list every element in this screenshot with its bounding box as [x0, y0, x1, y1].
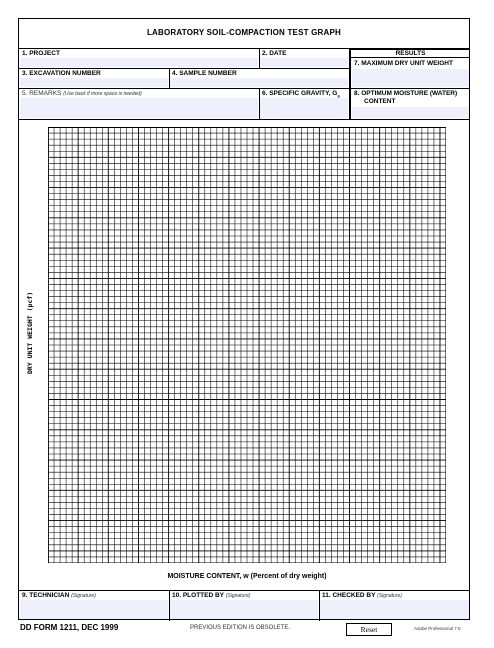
y-axis-label: DRY UNIT WEIGHT (pcf) — [26, 291, 34, 375]
checked-by-label — [322, 592, 402, 600]
remarks-label-text: 5. REMARKS — [22, 90, 62, 97]
plotted-by-label-text: 10. PLOTTED BY — [172, 592, 224, 599]
technician-label-text: 9. TECHNICIAN — [22, 592, 70, 599]
reset-button[interactable]: Reset — [346, 623, 392, 636]
technician-signature-hint: (Signature) — [71, 593, 96, 599]
checked-by-signature-hint: (Signature) — [377, 593, 402, 599]
plotted-by-label — [172, 592, 250, 600]
divider — [19, 88, 470, 89]
specific-gravity-field[interactable] — [260, 98, 348, 118]
date-field[interactable] — [260, 58, 348, 67]
optimum-moisture-field[interactable] — [352, 107, 469, 118]
sample-number-label: 4. SAMPLE NUMBER — [172, 70, 237, 77]
technician-signature-field[interactable] — [20, 600, 168, 619]
remarks-hint: (Use back if more space is needed) — [63, 91, 142, 97]
divider — [19, 119, 470, 120]
divider — [19, 48, 350, 49]
specific-gravity-text: 6. SPECIFIC GRAVITY, G — [262, 90, 338, 97]
divider — [349, 48, 351, 119]
max-dry-unit-weight-label: 7. MAXIMUM DRY UNIT WEIGHT — [354, 60, 453, 67]
edition-note: PREVIOUS EDITION IS OBSOLETE. — [190, 625, 291, 631]
date-label: 2. DATE — [262, 50, 287, 57]
optimum-moisture-label: 8. OPTIMUM MOISTURE (WATER) — [354, 90, 458, 97]
compaction-graph-grid — [48, 127, 446, 563]
optimum-moisture-label-line2: CONTENT — [364, 98, 396, 105]
results-header: RESULTS — [395, 50, 426, 57]
sample-number-field[interactable] — [170, 78, 348, 87]
plotted-by-signature-field[interactable] — [170, 600, 318, 619]
divider — [19, 590, 470, 591]
remarks-field[interactable] — [20, 98, 258, 118]
project-field[interactable] — [20, 58, 258, 67]
divider — [350, 57, 470, 58]
plotted-by-signature-hint: (Signature) — [225, 593, 251, 599]
checked-by-signature-field[interactable] — [320, 600, 469, 619]
checked-by-label-text: 11. CHECKED BY — [322, 592, 376, 599]
x-axis-label: MOISTURE CONTENT, w (Percent of dry weight) — [167, 573, 327, 580]
excavation-number-field[interactable] — [20, 78, 168, 87]
form-id: DD FORM 1211, DEC 1999 — [20, 623, 119, 632]
project-label: 1. PROJECT — [22, 50, 60, 57]
excavation-number-label: 3. EXCAVATION NUMBER — [22, 70, 101, 77]
technician-label — [22, 592, 96, 600]
form-title: LABORATORY SOIL-COMPACTION TEST GRAPH — [146, 28, 342, 37]
specific-gravity-subscript: s — [337, 93, 340, 99]
software-note: Adobe Professional 7.0 — [414, 626, 461, 631]
remarks-label — [22, 90, 142, 98]
divider — [19, 68, 350, 69]
max-dry-unit-weight-field[interactable] — [352, 69, 469, 87]
